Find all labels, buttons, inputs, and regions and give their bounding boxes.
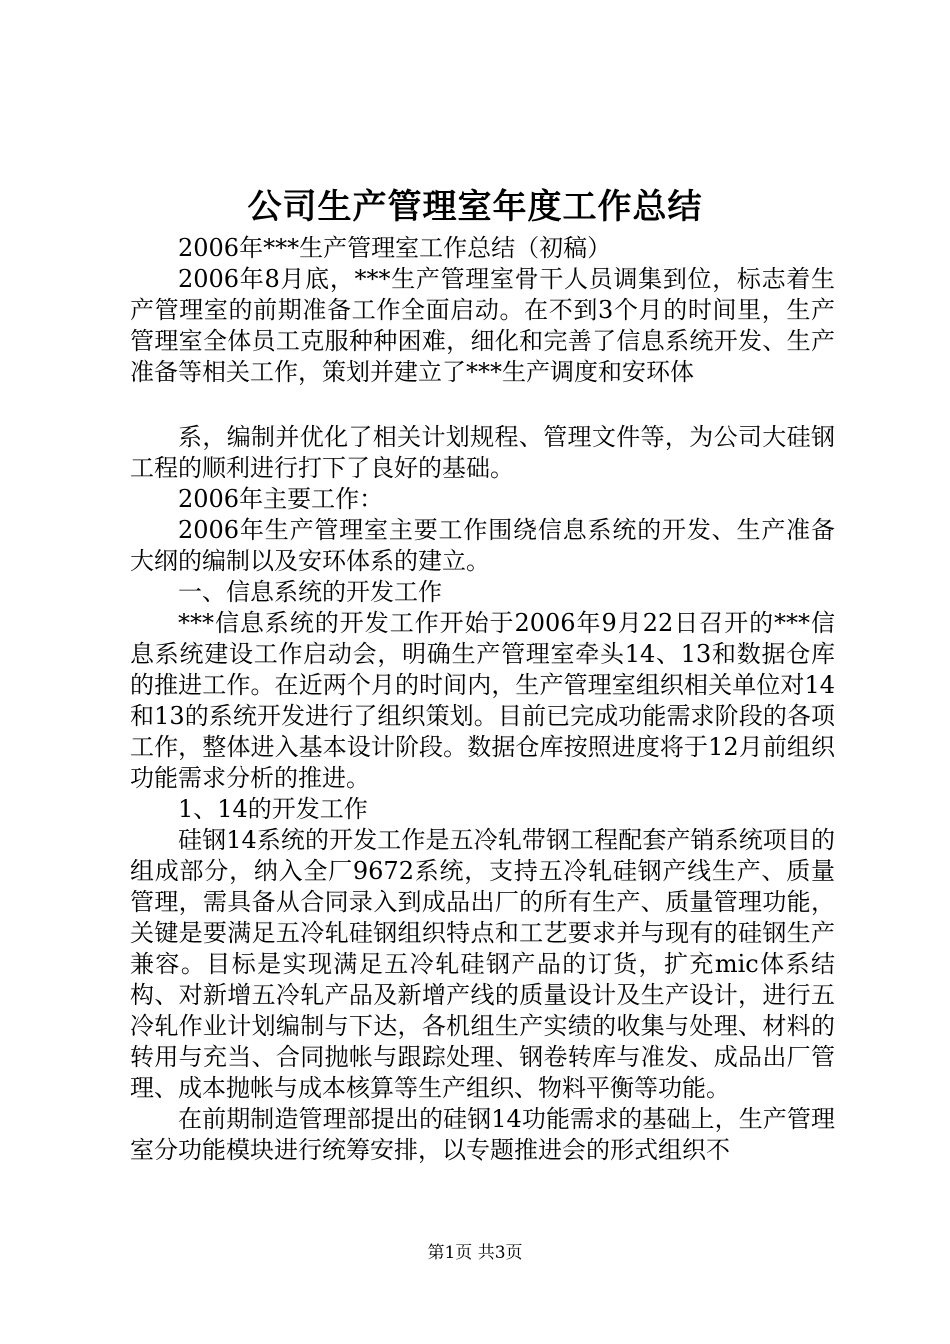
- paragraph-info-system: ***信息系统的开发工作开始于2006年9月22日召开的***信息系统建设工作启动会，明确生产管理室牵头14、13和数据仓库的推进工作。在近两个月的时间内，生产管理室组织相关单位对14和13的系统开发进行了组织策划。目前已完成功能需求阶段的各项工作，整体进入基本设计阶段。数据仓库按照进度将于12月前组织功能需求分析的推进。: [130, 609, 835, 792]
- paragraph-subtitle: 2006年***生产管理室工作总结（初稿）: [178, 234, 612, 262]
- paragraph-14-system: 硅钢14系统的开发工作是五冷轧带钢工程配套产销系统项目的组成部分，纳入全厂9672系统，支持五冷轧硅钢产线生产、质量管理，需具备从合同录入到成品出厂的所有生产、质量管理功能，关键是要满足五冷轧硅钢组织特点和工艺要求并与现有的硅钢生产兼容。目标是实现满足五冷轧硅钢产品的订货，扩充mic体系结构、对新增五冷轧产品及新增产线的质量设计及生产设计，进行五冷轧作业计划编制与下达，各机组生产实绩的收集与处理、材料的转用与充当、合同抛帐与跟踪处理、钢卷转库与准发、成品出厂管理、成本抛帐与成本核算等生产组织、物料平衡等功能。: [130, 826, 835, 1102]
- paragraph-main-work: 2006年生产管理室主要工作围绕信息系统的开发、生产准备大纲的编制以及安环体系的建立。: [130, 516, 835, 575]
- paragraph-intro-continued: 系，编制并优化了相关计划规程、管理文件等，为公司大硅钢工程的顺利进行打下了良好的基础。: [130, 423, 835, 482]
- paragraph-14-requirements: 在前期制造管理部提出的硅钢14功能需求的基础上，生产管理室分功能模块进行统筹安排，以专题推进会的形式组织不: [130, 1105, 835, 1164]
- document-title: 公司生产管理室年度工作总结: [247, 187, 703, 227]
- subsection-heading-14: 1、14的开发工作: [178, 795, 368, 823]
- section-heading-main-work: 2006年主要工作：: [178, 485, 384, 513]
- page-footer: 第1页 共3页: [427, 1243, 523, 1263]
- paragraph-intro: 2006年8月底，***生产管理室骨干人员调集到位，标志着生产管理室的前期准备工作全面启动。在不到3个月的时间里，生产管理室全体员工克服种种困难，细化和完善了信息系统开发、生产准备等相关工作，策划并建立了***生产调度和安环体: [130, 265, 835, 386]
- section-heading-info-system: 一、信息系统的开发工作: [178, 578, 442, 606]
- body-block-first: [130, 233, 835, 388]
- body-block-second: [130, 422, 835, 1166]
